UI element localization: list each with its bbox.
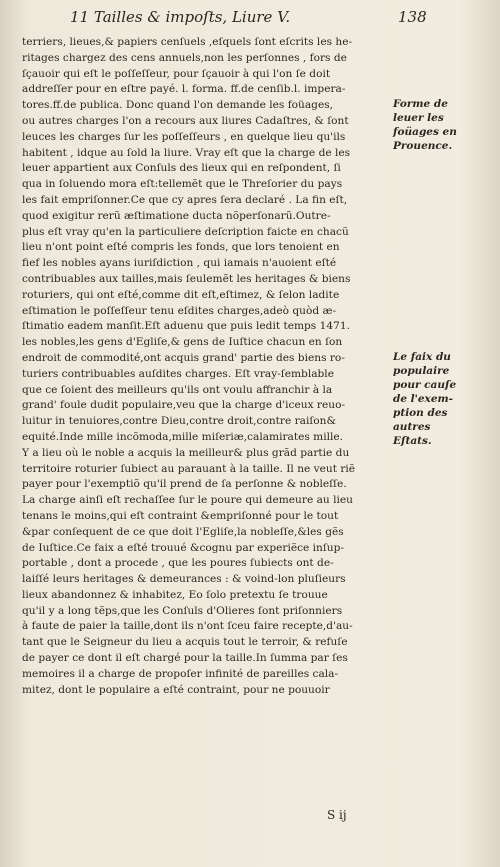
text-line: à faute de paier la taille,dont ils n'ont ſceu faire recepte,d'au- <box>22 620 353 633</box>
text-line: payer pour l'exemptiõ qu'il prend de ſa perſonne & nobleſſe. <box>22 478 347 491</box>
margin-note-line: Eſtats. <box>393 435 432 447</box>
text-line: qu'il y a long tẽps,que les Conſuls d'Olieres ſont priſonniers <box>22 604 343 617</box>
text-line: quod exigitur rerũ æſtimatione ducta nõperſonarũ.Outre- <box>22 209 331 222</box>
text-line: terriers, lieues,& papiers cenſuels ,eſquels ſont eſcrits les he- <box>22 36 353 48</box>
text-line: portable , dont a procede , que les poures ſubiects ont de- <box>22 557 334 570</box>
margin-note-le-faix <box>393 350 459 448</box>
text-line: plus eſt vray qu'en la particuliere deſcription faicte en chacũ <box>22 225 349 238</box>
margin-note-line: leuer les <box>393 112 444 124</box>
text-line: &par conſequent de ce que doit l'Egliſe,la nobleſſe,&les gẽs <box>22 525 344 538</box>
text-line: ſtimatio eadem manſit.Eſt aduenu que puis ledit temps 1471. <box>22 320 350 333</box>
text-line: ou autres charges l'on a recours aux liures Cadaſtres, & ſont <box>22 114 349 127</box>
signature-mark: S ij <box>327 808 347 822</box>
text-line: turiers contribuables auſdites charges. Eſt vray-ſemblable <box>22 367 334 380</box>
text-line: territoire roturier ſubiect au parauant à la taille. Il ne veut riẽ <box>22 462 356 475</box>
text-line: leuces les charges ſur les poſſeſſeurs , en quelque lieu qu'ils <box>22 130 346 143</box>
text-line: lieu n'ont point eſté compris les fonds, que lors tenoient en <box>22 241 340 254</box>
text-line: roturiers, qui ont eſté,comme dit eſt,eſtimez, & ſelon ladite <box>22 288 340 301</box>
text-line: equité.Inde mille incõmoda,mille miſeriæ,calamirates mille. <box>22 430 344 443</box>
text-line: laiſſé leurs heritages & demeurances : & voind-lon pluſieurs <box>22 573 346 586</box>
text-line: fief les nobles ayans iuriſdiction , qui iamais n'auoient eſté <box>22 257 337 270</box>
text-line: eſtimation le poſſeſſeur tenu eſdites charges,adeò quòd æ- <box>22 304 337 317</box>
running-title: 11 Tailles & impoſts, Liure V. <box>70 8 291 26</box>
margin-note-forme-de-leuer <box>393 97 459 153</box>
margin-note-line: pour cauſe <box>393 379 457 391</box>
text-line: les fait empriſonner.Ce que cy apres ſera declaré . La fin eſt, <box>22 193 348 206</box>
text-line: que ce ſoient des meilleurs qu'ils ont voulu affranchir à la <box>22 383 333 396</box>
text-line: contribuables aux tailles,mais ſeulemẽt les heritages & biens <box>22 272 351 285</box>
text-line: tores.ff.de publica. Donc quand l'on demande les foüages, <box>22 99 334 112</box>
text-line: ſçauoir qui eſt le poſſeſſeur, pour ſçauoir à qui l'on ſe doit <box>22 67 331 80</box>
text-line: grand' foule dudit populaire,veu que la charge d'iceux reuo- <box>22 399 346 412</box>
margin-note-line: de l'exem- <box>393 393 453 405</box>
text-line: leuer appartient aux Conſuls des lieux qui en reſpondent, ſi <box>22 162 341 175</box>
text-line: de payer ce dont il eſt chargé pour la taille.In ſumma par ſes <box>22 652 348 665</box>
margin-note-line: Forme de <box>393 98 448 110</box>
text-line: endroit de commodité,ont acquis grand' partie des biens ro- <box>22 351 345 364</box>
text-line: habitent , idque au ſold la liure. Vray eſt que la charge de les <box>22 146 351 159</box>
margin-note-line: Le faix du <box>393 351 451 363</box>
text-line: lieux abandonnez & inhabitez, Eo ſolo pretextu ſe trouue <box>22 588 328 601</box>
text-line: La charge ainſi eſt rechaſſee ſur le poure qui demeure au lieu <box>22 494 353 507</box>
text-line: addreſſer pour en eſtre payé. l. forma. ff.de cenſib.l. impera- <box>22 83 346 96</box>
text-line: Y a lieu où le noble a acquis la meilleur& plus grãd partie du <box>22 446 350 459</box>
text-line: ritages chargez des cens annuels,non les perſonnes , fors de <box>22 51 347 64</box>
text-line: tenans le moins,qui eſt contraint &empriſonné pour le tout <box>22 509 339 522</box>
margin-note-line: autres <box>393 421 431 433</box>
text-line: luitur in tenuiores,contre Dieu,contre droit,contre raiſon& <box>22 415 336 428</box>
text-line: tant que le Seigneur du lieu a acquis tout le terroir, & refuſe <box>22 636 348 649</box>
text-line: qua in ſoluendo mora eſt:tellemẽt que le Threſorier du pays <box>22 178 343 191</box>
margin-note-line: Prouence. <box>393 140 453 152</box>
page-number: 138 <box>398 8 427 26</box>
text-line: les nobles,les gens d'Egliſe,& gens de Iuſtice chacun en ſon <box>22 336 343 349</box>
body-text <box>22 35 390 698</box>
text-line: mitez, dont le populaire a eſté contraint, pour ne pouuoir <box>22 683 330 696</box>
text-line: memoires il a charge de propoſer infinité de pareilles cala- <box>22 667 339 680</box>
margin-note-line: ption des <box>393 407 448 419</box>
margin-note-line: foüages en <box>393 126 457 138</box>
text-line: de Iuſtice.Ce faix a eſté trouué &cognu par experiẽce inſup- <box>22 541 344 554</box>
margin-note-line: populaire <box>393 365 450 377</box>
